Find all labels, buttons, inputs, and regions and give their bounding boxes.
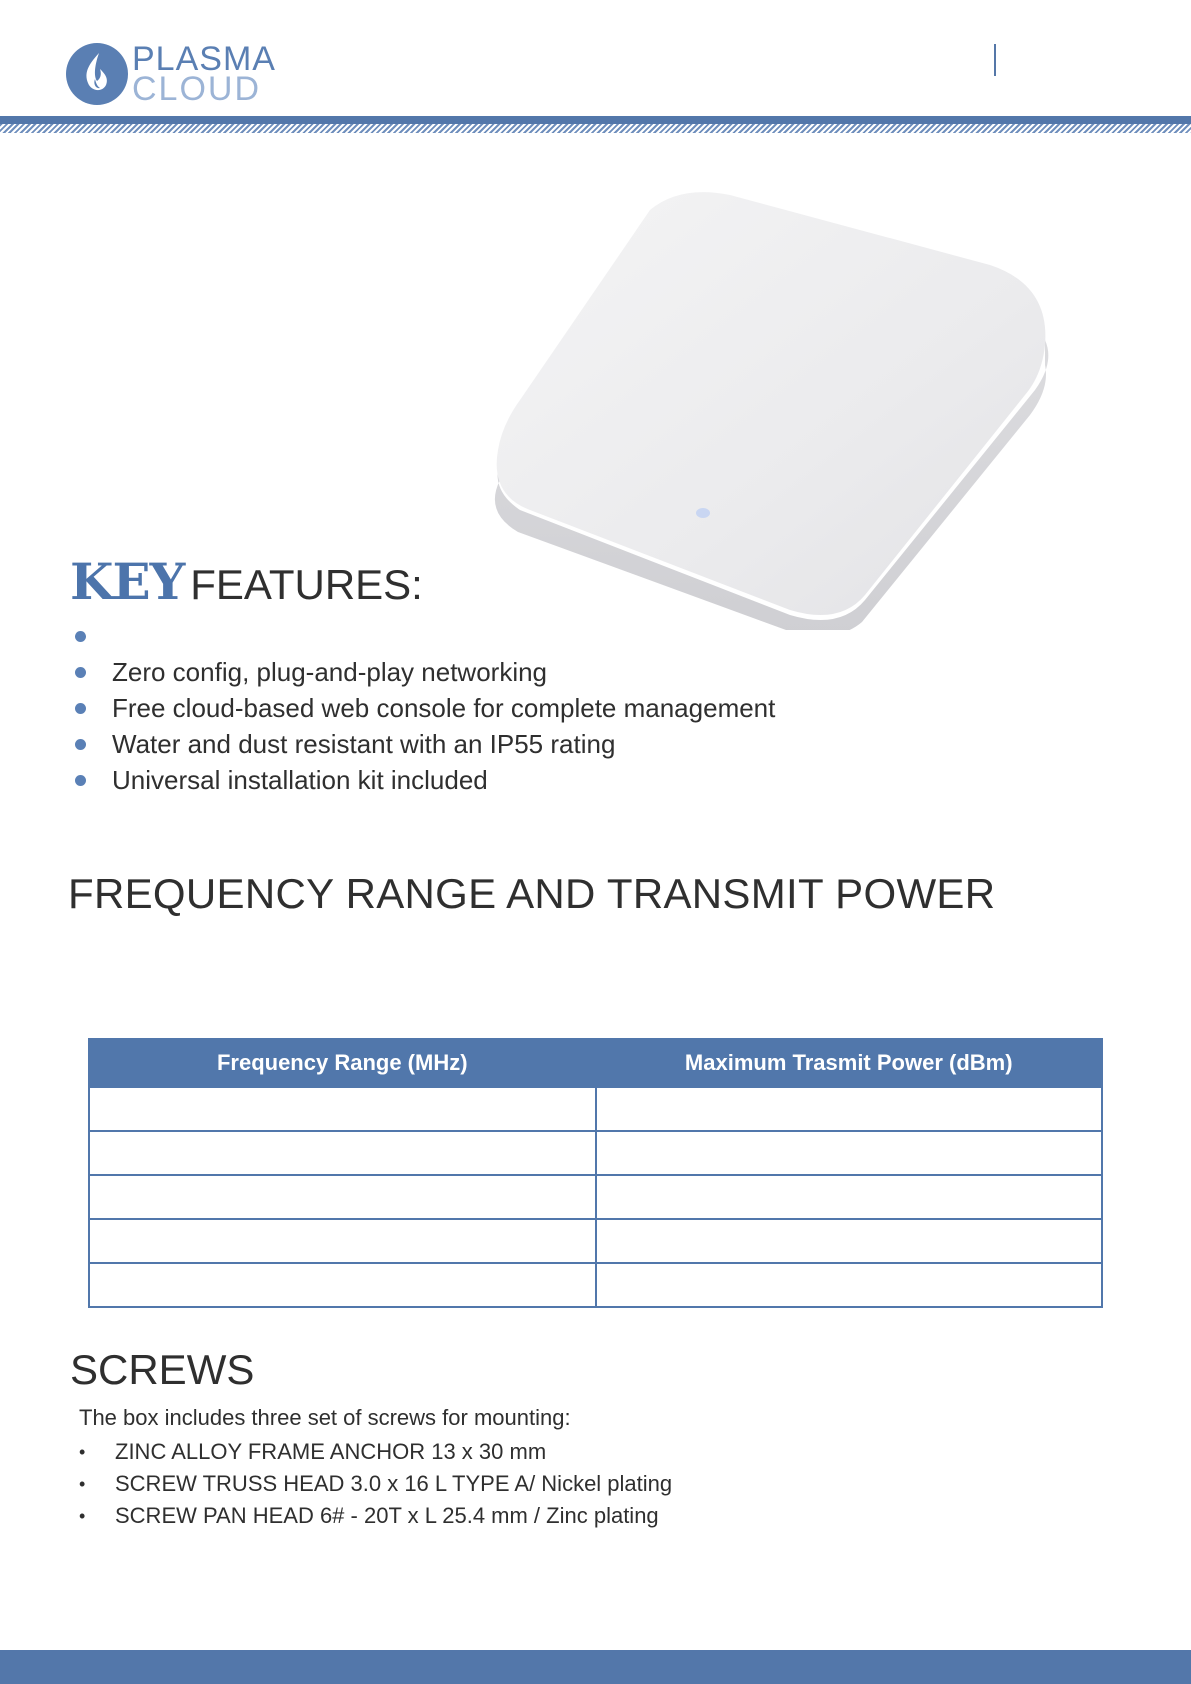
table-cell — [596, 1263, 1103, 1307]
screws-section-title: SCREWS — [70, 1346, 255, 1393]
footer-band — [0, 1650, 1191, 1684]
table-row — [89, 1263, 1102, 1307]
key-features-heading — [70, 552, 423, 611]
bullet-dot-icon — [75, 775, 86, 786]
table-cell — [89, 1219, 596, 1263]
table-cell — [596, 1175, 1103, 1219]
column-header-power: Maximum Trasmit Power (dBm) — [596, 1039, 1103, 1087]
table-cell — [596, 1131, 1103, 1175]
table-row — [89, 1131, 1102, 1175]
list-item: Water and dust resistant with an IP55 rating — [70, 726, 970, 762]
table-row — [89, 1219, 1102, 1263]
table-cell — [89, 1263, 596, 1307]
table-cell — [596, 1219, 1103, 1263]
bullet-dot-icon — [75, 703, 86, 714]
header-hatch-stripe — [0, 124, 1191, 133]
frequency-power-table — [88, 1038, 1103, 1308]
key-features-heading-rest: FEATURES: — [190, 561, 423, 608]
screws-intro-text: The box includes three set of screws for mounting: — [79, 1405, 571, 1430]
plasma-cloud-logo — [66, 40, 276, 108]
bullet-dot-icon — [75, 631, 86, 642]
list-item: • ZINC ALLOY FRAME ANCHOR 13 x 30 mm — [79, 1436, 672, 1468]
list-item — [70, 618, 970, 654]
table-row — [89, 1087, 1102, 1131]
logo-text-plasma: PLASMA — [132, 40, 276, 78]
key-features-heading-key: KEY — [70, 552, 185, 611]
list-item: Zero config, plug-and-play networking — [70, 654, 970, 690]
table-cell — [89, 1175, 596, 1219]
logo-text-cloud: CLOUD — [132, 70, 262, 108]
bullet-icon: • — [79, 1474, 86, 1494]
table-header-row — [89, 1039, 1102, 1087]
table-cell — [596, 1087, 1103, 1131]
header-divider — [994, 44, 996, 76]
bullet-icon: • — [79, 1506, 86, 1526]
list-item: • SCREW PAN HEAD 6# - 20T x L 25.4 mm / Zinc plating — [79, 1500, 672, 1532]
list-item: Universal installation kit included — [70, 762, 970, 798]
table-cell — [89, 1087, 596, 1131]
frequency-section-title: FREQUENCY RANGE AND TRANSMIT POWER — [68, 870, 996, 917]
flame-logo-icon — [66, 43, 128, 105]
column-header-frequency: Frequency Range (MHz) — [89, 1039, 596, 1087]
screws-list — [79, 1436, 672, 1532]
list-item: Free cloud-based web console for complete management — [70, 690, 970, 726]
bullet-dot-icon — [75, 739, 86, 750]
bullet-dot-icon — [75, 667, 86, 678]
bullet-icon: • — [79, 1442, 86, 1462]
header-band — [0, 116, 1191, 124]
key-features-list — [70, 618, 970, 798]
table-row — [89, 1175, 1102, 1219]
table-cell — [89, 1131, 596, 1175]
access-point-product-image — [490, 190, 1110, 630]
list-item: • SCREW TRUSS HEAD 3.0 x 16 L TYPE A/ Nickel plating — [79, 1468, 672, 1500]
